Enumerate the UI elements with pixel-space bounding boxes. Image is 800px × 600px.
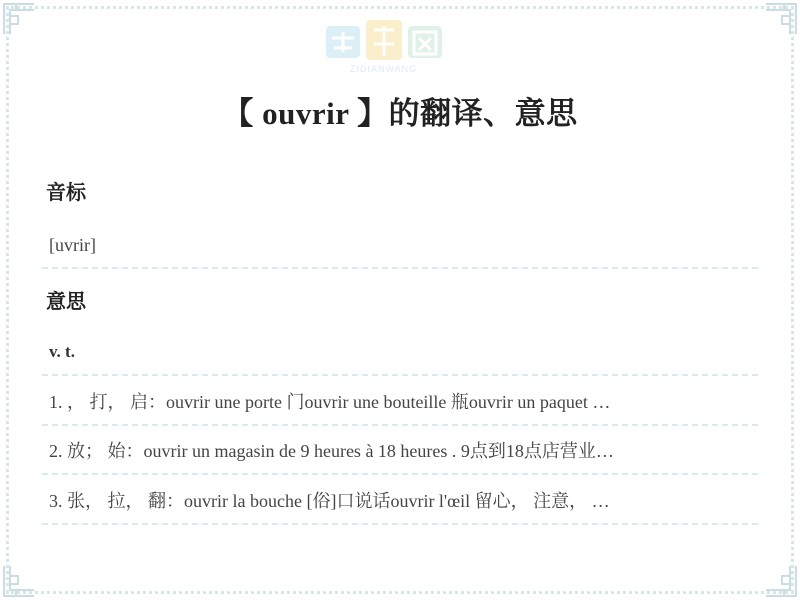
page-title: 【 ouvrir 】的翻译、意思 xyxy=(222,96,578,131)
corner-ornament-icon xyxy=(764,2,798,36)
phonetic-value: [uvrir] xyxy=(42,221,758,269)
phonetic-heading: 音标 xyxy=(46,180,86,204)
watermark-caption: ZIDIANWANG xyxy=(350,64,418,74)
watermark-logo xyxy=(322,18,446,80)
meaning-heading: 意思 xyxy=(46,289,86,313)
definition-item: 2. 放； 始：ouvrir un magasin de 9 heures à 18 heures . 9点到18点店营业… xyxy=(42,427,758,475)
corner-ornament-icon xyxy=(764,564,798,598)
definition-item: 3. 张， 拉， 翻：ouvrir la bouche [俗]口说话ouvrir l'œil 留心， 注意， … xyxy=(42,477,758,525)
corner-ornament-icon xyxy=(2,2,36,36)
corner-ornament-icon xyxy=(2,564,36,598)
part-of-speech: v. t. xyxy=(42,328,758,376)
definition-item: 1. ， 打， 启：ouvrir une porte 门ouvrir une bouteille 瓶ouvrir un paquet … xyxy=(42,378,758,426)
